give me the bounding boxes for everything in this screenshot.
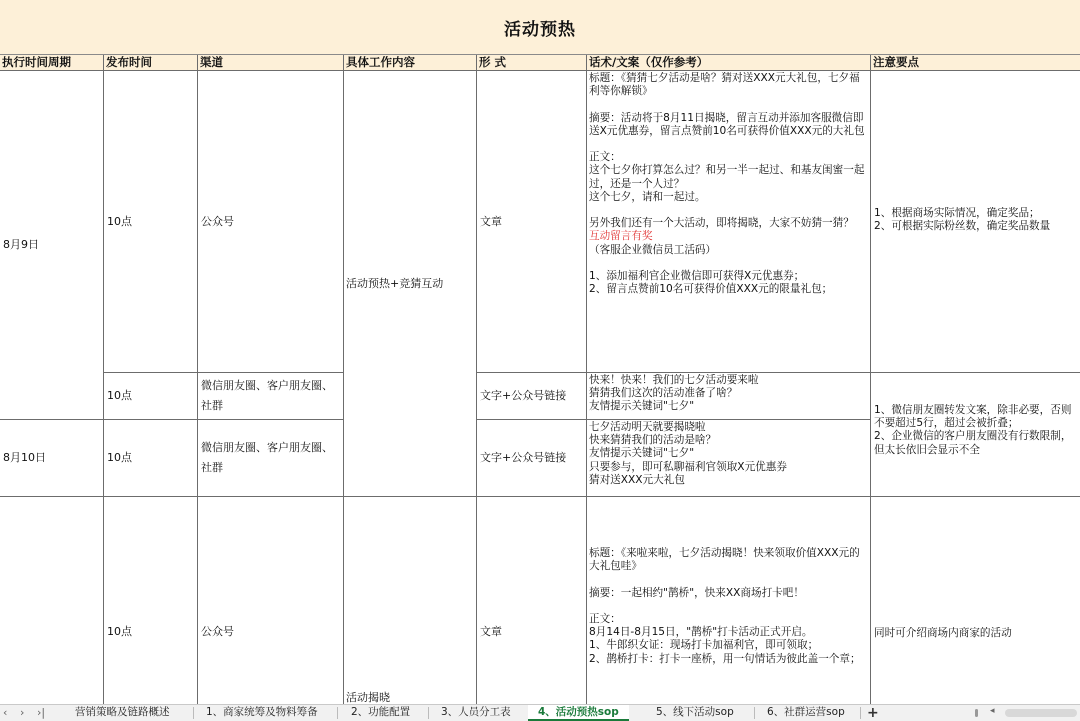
header-copy[interactable]: 话术/文案（仅作参考） — [587, 55, 871, 71]
copy-text: 标题：《来啦来啦，七夕活动揭晓！快来领取价值XXX元的大礼包哇》 摘要：一起相约"鹊桥"，快来XX商场打卡吧！ 正文： 8月14日-8月15日，"鹊桥"打卡活动正式开启。 1、牛郎织女证：现场打卡加福利官，即可领取； 2、鹊桥打卡：打卡一座桥，用一句情话为彼此盖一个章； — [589, 547, 861, 665]
cell-notes[interactable] — [871, 373, 1080, 497]
work-content-label: 活动预热+竞猜互动 — [346, 277, 444, 290]
cell-channel[interactable] — [198, 373, 344, 420]
copy-text — [587, 72, 869, 372]
channel-label: 公众号 — [201, 624, 234, 638]
next-sheet-icon[interactable]: › — [20, 706, 25, 719]
add-sheet-button[interactable]: + — [867, 705, 879, 721]
time-label: 10点 — [107, 214, 132, 228]
tab-separator — [428, 707, 429, 719]
tab-staff[interactable]: 3、人员分工表 — [441, 706, 511, 718]
scroll-left-icon[interactable]: ◂ — [990, 706, 995, 716]
tab-separator — [193, 707, 194, 719]
cell-channel[interactable] — [198, 420, 344, 497]
cell-channel[interactable] — [198, 497, 344, 704]
tab-separator — [754, 707, 755, 719]
tab-offline-sop[interactable]: 5、线下活动sop — [656, 706, 734, 718]
copy-text: 七夕活动明天就要揭晓啦 快来猜猜我们的活动是啥？ 友情提示关键词"七夕" 只要参与，即可私聊福利官领取X元优惠券 猜对送XXX元大礼包 — [589, 421, 787, 486]
cell-copy-article-reveal[interactable] — [587, 497, 871, 704]
scrollbar-divider[interactable] — [975, 709, 978, 717]
cell-time[interactable] — [104, 71, 198, 373]
cell-copy-moments-1[interactable] — [587, 373, 871, 420]
date-label: 8月9日 — [3, 238, 39, 251]
format-label: 文章 — [480, 624, 502, 638]
header-work-content[interactable]: 具体工作内容 — [344, 55, 477, 71]
cell-copy-article-preheat[interactable] — [587, 71, 871, 373]
work-content-label: 活动揭晓 — [346, 691, 390, 704]
header-publish-time[interactable]: 发布时间 — [104, 55, 198, 71]
tab-config[interactable]: 2、功能配置 — [351, 706, 411, 718]
header-cycle[interactable]: 执行时间周期 — [0, 55, 104, 71]
notes-text: 1、根据商场实际情况，确定奖品； 2、可根据实际粉丝数，确定奖品数量 — [874, 207, 1051, 233]
channel-label: 微信朋友圈、客户朋友圈、社群 — [201, 441, 333, 474]
tab-overview[interactable]: 营销策略及链路概述 — [75, 706, 170, 718]
cell-copy-moments-2[interactable] — [587, 420, 871, 497]
cell-work-content-preheat[interactable] — [344, 71, 477, 497]
tab-separator — [337, 707, 338, 719]
cell-date-aug9[interactable] — [0, 71, 104, 420]
format-label: 文章 — [480, 214, 502, 228]
tab-separator — [860, 707, 861, 719]
time-label: 10点 — [107, 389, 132, 402]
format-label: 文字+公众号链接 — [480, 451, 567, 464]
header-channel[interactable]: 渠道 — [198, 55, 344, 71]
copy-text-part1: 标题：《猜猜七夕活动是啥？猜对送XXX元大礼包，七夕福利等你解锁》 摘要：活动将于8月11日揭晓，留言互动并添加客服微信即送X元优惠券，留言点赞前10名可获得价值XXX元的大礼包 正文： 这个七夕你打算怎么过？和另一半一起过、和基友闺蜜一起过，还是一个人过？ 这个七夕，请和一起过。 另外我们还有一个大活动，即将揭晓，大家不妨猜一猜？ — [589, 72, 865, 230]
header-notes[interactable]: 注意要点 — [873, 55, 919, 69]
cell-time[interactable] — [104, 497, 198, 704]
copy-text: 快来！快来！我们的七夕活动要来啦 猜猜我们这次的活动准备了啥？ 友情提示关键词"七夕" — [589, 374, 759, 413]
channel-label: 微信朋友圈、客户朋友圈、社群 — [201, 379, 333, 412]
tab-merchant[interactable]: 1、商家统筹及物料筹备 — [206, 706, 318, 718]
prev-sheet-icon[interactable]: ‹ — [3, 706, 8, 719]
copy-highlight-red: 互动留言有奖 — [589, 230, 653, 243]
cell-work-content-reveal[interactable] — [344, 497, 477, 704]
cell-format[interactable] — [477, 71, 587, 373]
cell-time[interactable] — [104, 420, 198, 497]
sheet-title-row[interactable] — [0, 0, 1080, 55]
time-label: 10点 — [107, 451, 132, 464]
cell-format[interactable] — [477, 373, 587, 420]
column-header-row — [0, 55, 1080, 71]
cell-notes[interactable] — [871, 497, 1080, 704]
format-label: 文字+公众号链接 — [480, 389, 567, 402]
sheet-title: 活动预热 — [504, 19, 576, 40]
cell-date-aug10[interactable] — [0, 420, 104, 497]
cell-notes[interactable] — [871, 71, 1080, 373]
cell-channel[interactable] — [198, 71, 344, 373]
date-label: 8月10日 — [3, 451, 46, 464]
cell-format[interactable] — [477, 497, 587, 704]
tab-preheat-sop[interactable]: 4、活动预热sop — [528, 705, 629, 721]
copy-text-part2: （客服企业微信员工活码） 1、添加福利官企业微信即可获得X元优惠券； 2、留言点赞前10名可获得价值XXX元的限量礼包； — [589, 243, 833, 296]
cell-format[interactable] — [477, 420, 587, 497]
last-sheet-icon[interactable]: ›| — [37, 706, 46, 719]
header-format[interactable]: 形 式 — [477, 55, 587, 71]
sheet-tab-bar — [0, 704, 1080, 721]
channel-label: 公众号 — [201, 214, 234, 228]
horizontal-scrollbar[interactable] — [1005, 709, 1077, 717]
tab-community-sop[interactable]: 6、社群运营sop — [767, 706, 845, 718]
time-label: 10点 — [107, 624, 132, 638]
notes-text: 同时可介绍商场内商家的活动 — [874, 627, 1012, 639]
notes-text: 1、微信朋友圈转发文案，除非必要，否则不要超过5行，超过会被折叠； 2、企业微信的客户朋友圈没有行数限制，但太长依旧会显示不全 — [874, 404, 1072, 456]
cell-time[interactable] — [104, 373, 198, 420]
cell-date-empty[interactable] — [0, 497, 104, 704]
